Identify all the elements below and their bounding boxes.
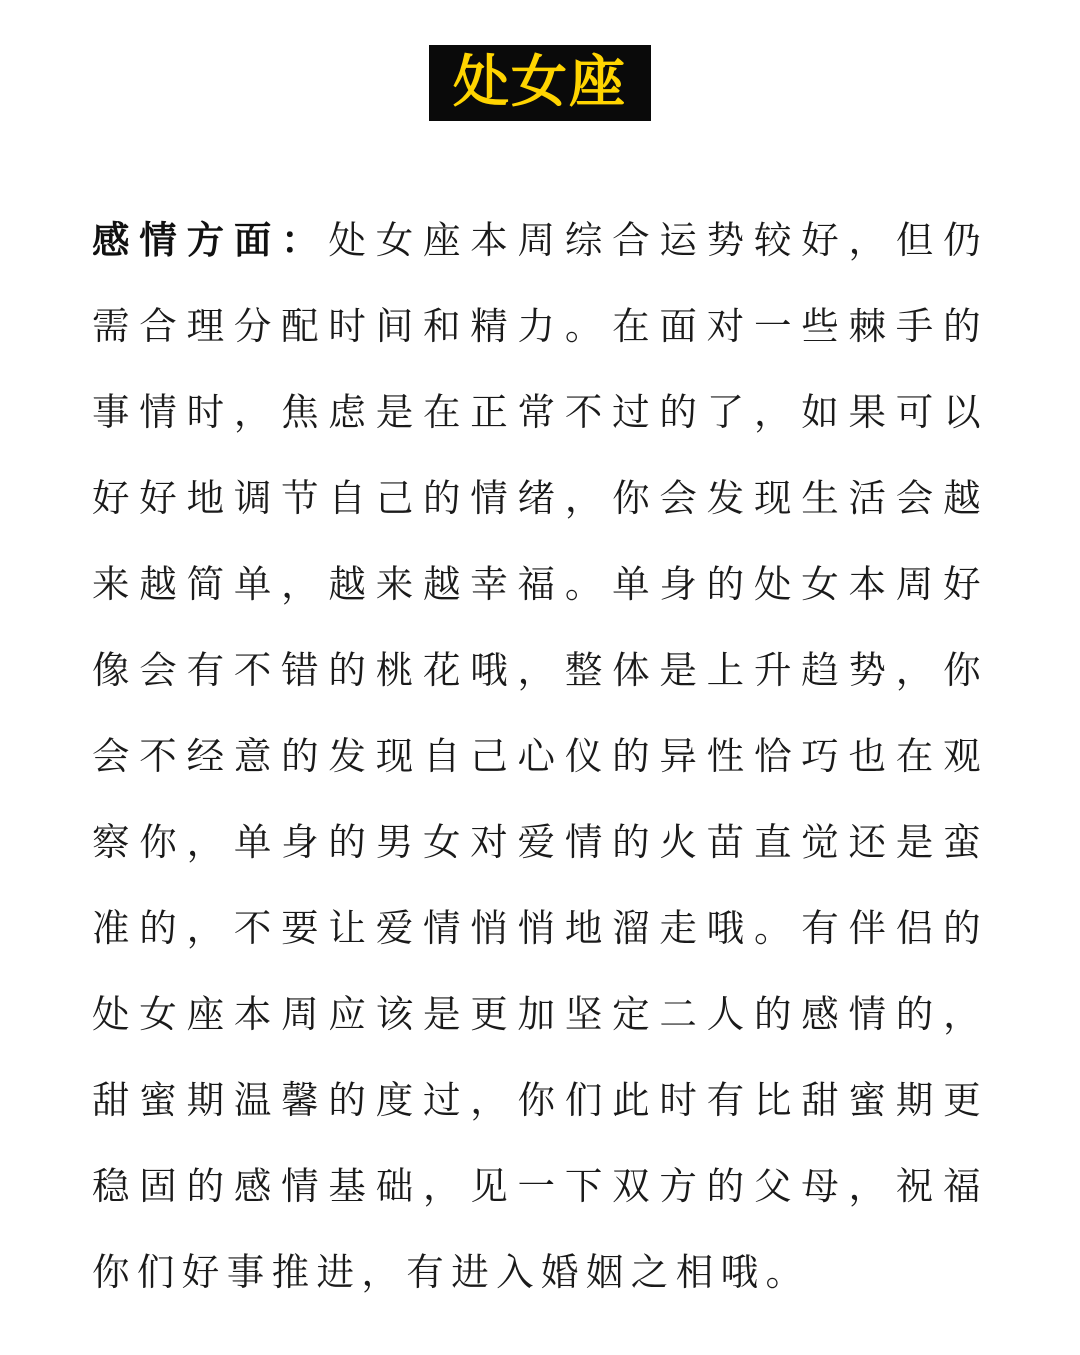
page-title: 处女座	[453, 50, 627, 115]
horoscope-paragraph	[92, 197, 988, 1315]
title-container	[0, 45, 1080, 121]
section-body: 处女座本周综合运势较好，但仍需合理分配时间和精力。在面对一些棘手的事情时，焦虑是在正常不过的了，如果可以好好地调节自己的情绪，你会发现生活会越来越简单，越来越幸福。单身的处女本周好像会有不错的桃花哦，整体是上升趋势，你会不经意的发现自己心仪的异性恰巧也在观察你，单身的男女对爱情的火苗直觉还是蛮准的，不要让爱情悄悄地溜走哦。有伴侣的处女座本周应该是更加坚定二人的感情的，甜蜜期温馨的度过，你们此时有比甜蜜期更稳固的感情基础，见一下双方的父母，祝福你们好事推进，有进入婚姻之相哦。	[92, 218, 988, 1294]
title-badge	[429, 45, 651, 121]
section-heading: 感情方面：	[92, 218, 329, 262]
